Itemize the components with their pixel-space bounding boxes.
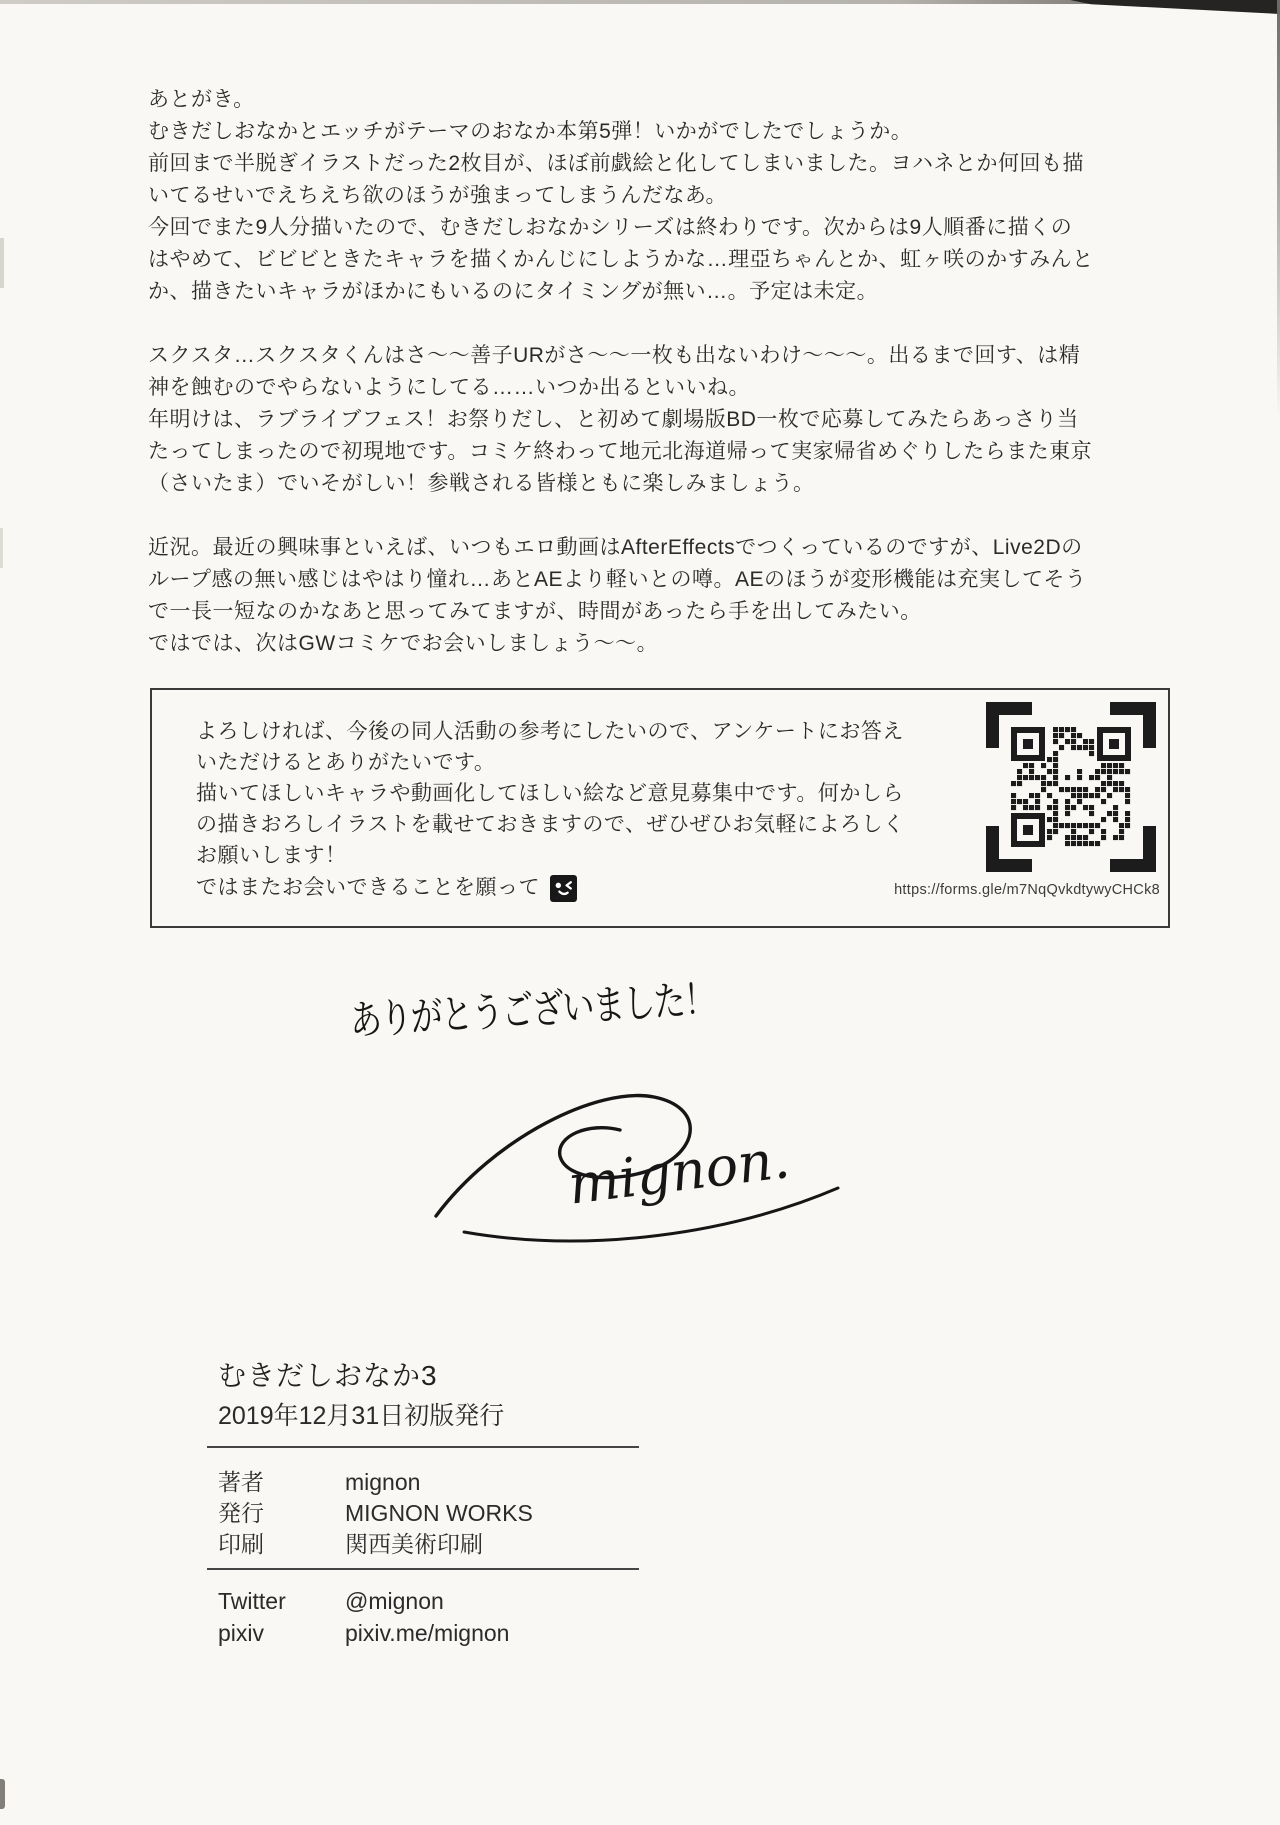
survey-closing-line [196,872,577,904]
credit-label: 発行 [218,1500,264,1526]
afterword-line: ループ感の無い感じはやはり憧れ…あとAEより軽いとの噂。AEのほうが変形機能は充実してそう [148,568,1087,591]
afterword-line: はやめて、ビビビときたキャラを描くかんじにしようかな…理亞ちゃんとか、虹ヶ咲のかすみんと [148,248,1094,271]
link-row [218,1588,444,1615]
credit-value: MIGNON WORKS [345,1500,533,1526]
credit-label: 印刷 [218,1531,264,1557]
afterword-line [148,500,1108,532]
colophon-edition: 2019年12月31日初版発行 [218,1402,505,1430]
survey-box-text [196,716,904,871]
scan-edge-artifact [0,528,3,568]
afterword-line: （さいたま）でいそがしい！参戦される皆様ともに楽しみましょう。 [148,472,815,495]
divider [207,1568,639,1570]
qr-finder [1011,727,1045,761]
divider [207,1446,639,1448]
afterword-line: 前回まで半脱ぎイラストだった2枚目が、ほぼ前戯絵と化してしまいました。ヨハネとか何回も描 [148,152,1085,175]
survey-url: https://forms.gle/m7NqQvkdtywyCHCk8 [894,882,1160,898]
winking-smiley-icon [550,875,577,902]
scan-edge-artifact [0,238,4,288]
survey-line: 描いてほしいキャラや動画化してほしい絵など意見募集中です。何かしら [196,782,904,805]
thanks-handwriting: ありがとうございました！ [348,975,716,1044]
survey-box [150,688,1170,928]
link-label: pixiv [218,1620,265,1646]
afterword-text [148,84,1108,660]
credit-row [218,1526,483,1559]
credit-row [218,1495,533,1528]
link-row [218,1620,509,1647]
qr-finder [1011,813,1045,847]
credit-label: 著者 [218,1469,264,1495]
afterword-line: 近況。最近の興味事といえば、いつもエロ動画はAfterEffectsでつくっているのですが、Live2Dの [148,536,1083,559]
credit-value: 関西美術印刷 [345,1531,483,1557]
qr-corner-bracket [1110,826,1156,872]
link-value: pixiv.me/mignon [345,1620,510,1646]
survey-line: お願いします！ [196,844,347,867]
colophon-title: むきだしおなか3 [218,1360,438,1391]
afterword-line: ではでは、次はGWコミケでお会いしましょう～～。 [148,632,659,655]
afterword-line: で一長一短なのかなあと思ってみてますが、時間があったら手を出してみたい。 [148,600,922,623]
credit-row [218,1464,420,1497]
qr-finder [1097,727,1131,761]
survey-line: よろしければ、今後の同人活動の参考にしたいので、アンケートにお答え [196,720,904,743]
afterword-line [148,308,1108,340]
afterword-line: スクスタ…スクスタくんはさ～～善子URがさ～～一枚も出ないわけ～～～。出るまで回す、は精 [148,344,1081,367]
afterword-line: いてるせいでえちえち欲のほうが強まってしまうんだなあ。 [148,184,728,207]
afterword-line: あとがき。 [148,88,255,111]
afterword-line: 今回でまた9人分描いたので、むきだしおなかシリーズは終わりです。次からは9人順番に描くの [148,216,1073,239]
afterword-line: 年明けは、ラブライブフェス！お祭りだし、と初めて劇場版BD一枚で応募してみたらあっさり当 [148,408,1079,431]
survey-line: いただけるとありがたいです。 [196,751,496,774]
link-value: @mignon [345,1588,444,1614]
signature-text: mignon. [564,1127,794,1217]
afterword-line: むきだしおなかとエッチがテーマのおなか本第5弾！いかがでしたでしょうか。 [148,120,913,143]
scan-edge-artifact [0,1779,5,1809]
link-label: Twitter [218,1588,286,1614]
survey-line: の描きおろしイラストを載せておきますので、ぜひぜひお気軽によろしく [196,813,905,836]
signature [430,1082,860,1252]
afterword-line: か、描きたいキャラがほかにもいるのにタイミングが無い…。予定は未定。 [148,280,879,303]
scan-edge-artifact [1070,0,1280,14]
credit-value: mignon [345,1469,421,1495]
qr-code [986,702,1156,872]
afterword-line: 神を蝕むのでやらないようにしてる……いつか出るといいね。 [148,376,750,399]
afterword-line: たってしまったので初現地です。コミケ終わって地元北海道帰って実家帰省めぐりしたらまた東京 [148,440,1093,463]
survey-closing-text: ではまたお会いできることを願って [196,876,540,899]
